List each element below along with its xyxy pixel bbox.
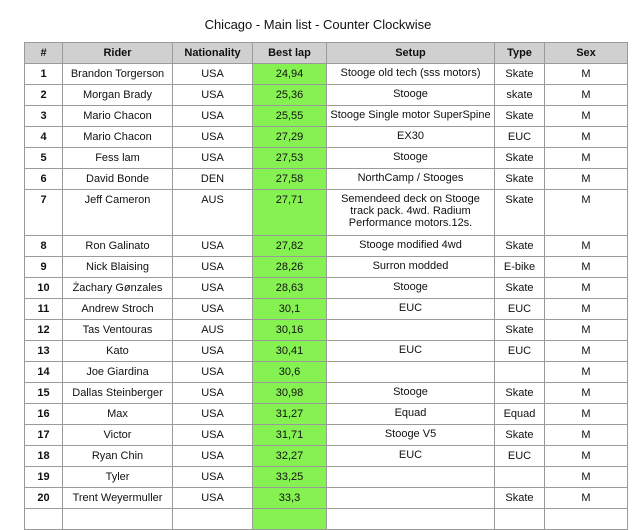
cell-number[interactable]: 20 xyxy=(25,488,63,509)
cell-number[interactable]: 6 xyxy=(25,169,63,190)
cell-setup[interactable]: Stooge Single motor SuperSpine xyxy=(327,106,495,127)
table-row xyxy=(25,404,628,425)
cell-sex[interactable]: M xyxy=(545,85,628,106)
cell-number[interactable]: 12 xyxy=(25,320,63,341)
cell-sex[interactable]: M xyxy=(545,446,628,467)
column-header-rider[interactable]: Rider xyxy=(63,43,173,64)
cell-setup[interactable] xyxy=(327,362,495,383)
cell-type[interactable]: EUC xyxy=(495,446,545,467)
cell-setup[interactable]: EUC xyxy=(327,446,495,467)
cell-number[interactable]: 13 xyxy=(25,341,63,362)
results-table xyxy=(24,42,628,530)
cell-setup[interactable]: Stooge old tech (sss motors) xyxy=(327,64,495,85)
cell-nationality[interactable]: USA xyxy=(173,383,253,404)
cell-rider[interactable] xyxy=(63,509,173,530)
cell-setup[interactable] xyxy=(327,320,495,341)
cell-rider[interactable]: Fess lam xyxy=(63,148,173,169)
cell-sex[interactable]: M xyxy=(545,341,628,362)
cell-best-lap[interactable]: 32,27 xyxy=(253,446,327,467)
table-row xyxy=(25,64,628,85)
cell-type[interactable]: Skate xyxy=(495,320,545,341)
cell-rider[interactable]: Victor xyxy=(63,425,173,446)
cell-number[interactable]: 11 xyxy=(25,299,63,320)
cell-nationality[interactable]: USA xyxy=(173,299,253,320)
cell-type[interactable] xyxy=(495,467,545,488)
cell-best-lap[interactable]: 30,6 xyxy=(253,362,327,383)
cell-number[interactable]: 14 xyxy=(25,362,63,383)
table-row xyxy=(25,362,628,383)
cell-sex[interactable]: M xyxy=(545,467,628,488)
table-row xyxy=(25,467,628,488)
cell-sex[interactable]: M xyxy=(545,362,628,383)
table-row xyxy=(25,85,628,106)
cell-nationality[interactable]: AUS xyxy=(173,190,253,236)
cell-nationality[interactable]: USA xyxy=(173,64,253,85)
cell-best-lap[interactable]: 27,82 xyxy=(253,236,327,257)
table-row-partial xyxy=(25,509,628,530)
cell-type[interactable] xyxy=(495,509,545,530)
cell-rider[interactable]: Ron Galinato xyxy=(63,236,173,257)
cell-nationality[interactable]: USA xyxy=(173,278,253,299)
cell-sex[interactable]: M xyxy=(545,320,628,341)
cell-sex[interactable]: M xyxy=(545,127,628,148)
cell-nationality[interactable]: USA xyxy=(173,341,253,362)
cell-type[interactable]: Skate xyxy=(495,425,545,446)
table-row xyxy=(25,278,628,299)
cell-best-lap[interactable]: 24,94 xyxy=(253,64,327,85)
cell-best-lap[interactable]: 27,58 xyxy=(253,169,327,190)
cell-best-lap[interactable]: 28,26 xyxy=(253,257,327,278)
cell-sex[interactable]: M xyxy=(545,106,628,127)
cell-rider[interactable]: Andrew Stroch xyxy=(63,299,173,320)
table-row xyxy=(25,446,628,467)
cell-setup[interactable]: EX30 xyxy=(327,127,495,148)
cell-best-lap[interactable]: 33,25 xyxy=(253,467,327,488)
cell-type[interactable]: Skate xyxy=(495,64,545,85)
table-row xyxy=(25,383,628,404)
cell-nationality[interactable]: AUS xyxy=(173,320,253,341)
cell-best-lap[interactable]: 28,63 xyxy=(253,278,327,299)
cell-sex[interactable]: M xyxy=(545,64,628,85)
cell-setup[interactable] xyxy=(327,467,495,488)
cell-number[interactable]: 19 xyxy=(25,467,63,488)
cell-nationality[interactable]: USA xyxy=(173,257,253,278)
cell-nationality[interactable]: USA xyxy=(173,404,253,425)
cell-sex[interactable]: M xyxy=(545,257,628,278)
cell-number[interactable]: 5 xyxy=(25,148,63,169)
cell-best-lap[interactable]: 31,71 xyxy=(253,425,327,446)
column-header-sex[interactable]: Sex xyxy=(545,43,628,64)
cell-number[interactable]: 17 xyxy=(25,425,63,446)
cell-sex[interactable]: M xyxy=(545,169,628,190)
cell-type[interactable]: EUC xyxy=(495,127,545,148)
cell-setup[interactable] xyxy=(327,509,495,530)
table-row xyxy=(25,190,628,236)
table-row xyxy=(25,341,628,362)
table-row xyxy=(25,425,628,446)
cell-setup[interactable]: EUC xyxy=(327,299,495,320)
cell-nationality[interactable]: USA xyxy=(173,425,253,446)
table-row xyxy=(25,257,628,278)
cell-number[interactable]: 15 xyxy=(25,383,63,404)
table-row xyxy=(25,106,628,127)
cell-rider[interactable]: David Bonde xyxy=(63,169,173,190)
cell-sex[interactable] xyxy=(545,509,628,530)
cell-setup[interactable]: NorthCamp / Stooges xyxy=(327,169,495,190)
cell-sex[interactable]: M xyxy=(545,236,628,257)
cell-sex[interactable]: M xyxy=(545,404,628,425)
table-row xyxy=(25,488,628,509)
cell-nationality[interactable]: USA xyxy=(173,362,253,383)
cell-type[interactable]: Skate xyxy=(495,148,545,169)
cell-nationality[interactable]: USA xyxy=(173,446,253,467)
cell-type[interactable]: E-bike xyxy=(495,257,545,278)
cell-type[interactable]: skate xyxy=(495,85,545,106)
cell-sex[interactable]: M xyxy=(545,278,628,299)
cell-nationality[interactable]: USA xyxy=(173,127,253,148)
cell-setup[interactable]: Stooge V5 xyxy=(327,425,495,446)
cell-number[interactable]: 1 xyxy=(25,64,63,85)
column-header-number[interactable]: # xyxy=(25,43,63,64)
cell-rider[interactable]: Nick Blaising xyxy=(63,257,173,278)
cell-rider[interactable]: Ryan Chin xyxy=(63,446,173,467)
sheet-title: Chicago - Main list - Counter Clockwise xyxy=(204,17,432,32)
cell-setup[interactable]: Semendeed deck on Stooge track pack. 4wd. Radium Performance motors.12s. xyxy=(327,190,495,236)
cell-type[interactable]: Skate xyxy=(495,190,545,236)
cell-number[interactable]: 8 xyxy=(25,236,63,257)
cell-sex[interactable]: M xyxy=(545,383,628,404)
table-row xyxy=(25,299,628,320)
cell-best-lap[interactable]: 27,71 xyxy=(253,190,327,236)
cell-sex[interactable]: M xyxy=(545,299,628,320)
cell-rider[interactable]: Brandon Torgerson xyxy=(63,64,173,85)
cell-best-lap[interactable]: 30,1 xyxy=(253,299,327,320)
cell-type[interactable]: Skate xyxy=(495,278,545,299)
cell-nationality[interactable]: USA xyxy=(173,488,253,509)
cell-rider[interactable]: Max xyxy=(63,404,173,425)
cell-best-lap[interactable]: 25,55 xyxy=(253,106,327,127)
cell-rider[interactable]: Jeff Cameron xyxy=(63,190,173,236)
cell-setup[interactable]: Stooge xyxy=(327,278,495,299)
cell-type[interactable]: Skate xyxy=(495,383,545,404)
cell-number[interactable]: 16 xyxy=(25,404,63,425)
cell-sex[interactable]: M xyxy=(545,148,628,169)
cell-type[interactable]: Skate xyxy=(495,106,545,127)
column-header-type[interactable]: Type xyxy=(495,43,545,64)
cell-type[interactable] xyxy=(495,362,545,383)
cell-best-lap[interactable]: 33,3 xyxy=(253,488,327,509)
cell-setup[interactable]: Stooge xyxy=(327,148,495,169)
cell-type[interactable]: Skate xyxy=(495,236,545,257)
cell-type[interactable]: Skate xyxy=(495,488,545,509)
cell-rider[interactable]: Tyler xyxy=(63,467,173,488)
cell-sex[interactable]: M xyxy=(545,425,628,446)
cell-setup[interactable]: Surron modded xyxy=(327,257,495,278)
table-row xyxy=(25,320,628,341)
cell-sex[interactable]: M xyxy=(545,488,628,509)
cell-nationality[interactable] xyxy=(173,509,253,530)
cell-rider[interactable]: Morgan Brady xyxy=(63,85,173,106)
cell-nationality[interactable]: USA xyxy=(173,236,253,257)
cell-number[interactable] xyxy=(25,509,63,530)
cell-number[interactable]: 7 xyxy=(25,190,63,236)
cell-nationality[interactable]: USA xyxy=(173,148,253,169)
table-row xyxy=(25,236,628,257)
cell-rider[interactable]: Dallas Steinberger xyxy=(63,383,173,404)
cell-setup[interactable]: Stooge modified 4wd xyxy=(327,236,495,257)
cell-setup[interactable]: EUC xyxy=(327,341,495,362)
cell-best-lap[interactable]: 27,29 xyxy=(253,127,327,148)
cell-number[interactable]: 2 xyxy=(25,85,63,106)
cell-rider[interactable]: Mario Chacon xyxy=(63,106,173,127)
cell-number[interactable]: 4 xyxy=(25,127,63,148)
cell-rider[interactable]: Trent Weyermuller xyxy=(63,488,173,509)
cell-number[interactable]: 3 xyxy=(25,106,63,127)
table-row xyxy=(25,169,628,190)
cell-type[interactable]: Skate xyxy=(495,169,545,190)
cell-setup[interactable]: Equad xyxy=(327,404,495,425)
cell-rider[interactable]: Kato xyxy=(63,341,173,362)
cell-nationality[interactable]: USA xyxy=(173,467,253,488)
cell-best-lap[interactable]: 25,36 xyxy=(253,85,327,106)
cell-sex[interactable]: M xyxy=(545,190,628,236)
cell-setup[interactable] xyxy=(327,488,495,509)
column-header-setup[interactable]: Setup xyxy=(327,43,495,64)
cell-type[interactable]: EUC xyxy=(495,299,545,320)
cell-best-lap[interactable]: 30,98 xyxy=(253,383,327,404)
cell-nationality[interactable]: USA xyxy=(173,106,253,127)
cell-number[interactable]: 10 xyxy=(25,278,63,299)
cell-best-lap[interactable]: 30,16 xyxy=(253,320,327,341)
header-row xyxy=(25,43,628,64)
column-header-nationality[interactable]: Nationality xyxy=(173,43,253,64)
cell-rider[interactable]: Joe Giardina xyxy=(63,362,173,383)
cell-setup[interactable]: Stooge xyxy=(327,85,495,106)
cell-rider[interactable]: Żachary Gønzales xyxy=(63,278,173,299)
table-body xyxy=(25,64,628,530)
cell-best-lap[interactable]: 31,27 xyxy=(253,404,327,425)
cell-best-lap[interactable]: 27,53 xyxy=(253,148,327,169)
table-row xyxy=(25,148,628,169)
cell-type[interactable]: Equad xyxy=(495,404,545,425)
cell-nationality[interactable]: DEN xyxy=(173,169,253,190)
cell-best-lap[interactable] xyxy=(253,509,327,530)
cell-best-lap[interactable]: 30,41 xyxy=(253,341,327,362)
cell-type[interactable]: EUC xyxy=(495,341,545,362)
cell-nationality[interactable]: USA xyxy=(173,85,253,106)
table-row xyxy=(25,127,628,148)
cell-number[interactable]: 18 xyxy=(25,446,63,467)
column-header-best-lap[interactable]: Best lap xyxy=(253,43,327,64)
cell-setup[interactable]: Stooge xyxy=(327,383,495,404)
cell-number[interactable]: 9 xyxy=(25,257,63,278)
cell-rider[interactable]: Tas Ventouras xyxy=(63,320,173,341)
cell-rider[interactable]: Mario Chacon xyxy=(63,127,173,148)
